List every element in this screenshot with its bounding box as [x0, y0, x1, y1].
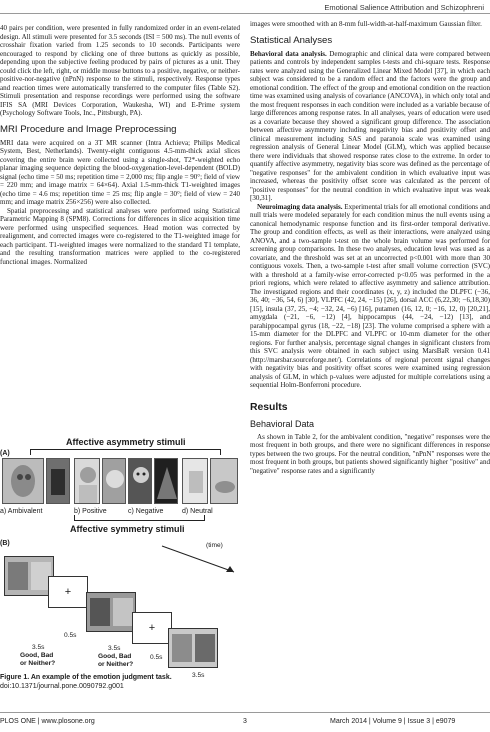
symmetry-bracket	[74, 520, 204, 521]
symmetry-stimuli-title: Affective symmetry stimuli	[70, 524, 185, 534]
behavioral-text: Demographic and clinical data were compared between patients and controls by independent samples t-tests and chi-square tests. Response rates were analyzed using the Generalized Linear Mixed Model [37], in which each subject was considered to be a random effect and the factors were the group and emotional condition. The effect of the group and emotional condition on the reaction time was examined using analysis of covariance (ANCOVA), in which only total and the most frequent responses in each condition were included as a variable because of large differences among response rates. In all analyses, years of education were used as a covariate because they showed a significant group difference. The association between affective asymmetry including negativity bias and positivity offset and clinical measurement including SAS and paranoia scale was examined using regression analysis of General Linear Model (GLM), which was applied because there were individuals that showed response rates close to the extreme. In order to quantify affective asymmetry, negativity bias score was defined as the percentage of "negative responses" for the ambivalent condition in which evaluative input was increased, whereas the positivity offset score was calculated as the percent of "positive responses" for the neutral condition in which evaluative input was weak [30,31].	[250, 49, 490, 202]
stimulus-image-neutral-2	[210, 458, 238, 504]
panel-b-label: (B)	[0, 540, 10, 547]
neuro-text: Experimental trials for all emotional conditions and null trials were modeled separately for each condition minus the null events using a canonical hemodynamic response function and its first-order temporal derivative. The group and condition effects, as well as their interactions, were analyzed using ANOVA, and a two-sample t-test on the whole brain volume was performed for screening group comparisons. In these two analyses, education level was used as a covariate, and the threshold was set at an uncorrected p<0.001 with more than 30 contiguous voxels. Then, a two-sample t-test after small volume correction (SVC) with a threshold at a family-wise error-corrected p<0.05 was performed in the a priori regions, which were related to affective asymmetry and salience attribution. The investigated regions and their coordinates (x, y, z) included the DLPFC (−36, 36, 40; −36, 54, 6) [30], VLPFC (42, 24, −15) [26], dorsal ACC (6,22,30; −6,18,30) [15], insula (37, 25, −4; −32, 24, −6) [16], putamen (16, 12, 0; −16, 12, 0) [20,21], amygdala (−21, −6, −12) [4], hippocampus (44, −24, −12) [13], and parahippocampal gyrus (18, −22, −18) [23]. The volume comprised a sphere with a 15-mm diameter for the DLPFC and VLPFC or 10-mm diameter for the other regions. For further analysis, percentage signal changes in significant clusters from this SVC analysis were obtained in each subject using MarsBaR version 0.41 (http://marsbar.sourceforge.net/). Correlations of regional percent signal changes with negativity bias and positivity offset scores were examined using regression analysis of GLM, in which p-values were adjusted for multiple correlations using a sequential Holm-Bonferroni procedure.	[250, 202, 490, 389]
fixation-cross: +	[148, 622, 156, 634]
stimulus-image-positive-2	[102, 458, 126, 504]
stimulus-image-ambivalent-2	[46, 458, 70, 504]
time-label: (time)	[206, 542, 223, 549]
body-paragraph: 40 pairs per condition, were presented in fully randomized order in an event-related design. All stimuli were presented for 3.5 seconds (ISI = 500 ms). The null events of crosshair fixation varied from 1.25 seconds to 10 seconds. Participants were encouraged to respond by clicking one of three buttons as quickly as possible, depending upon the subjective feeling produced by pairs of pictures as a unit. They could click the left, right, or middle mouse buttons to a positive, negative, or neither-positive-nor-negative (nPnN) response to the stimuli, respectively. Response types and reaction times were automatically transferred to the computer files (Table S2). Stimuli presentation and response recordings were performed using the software IFIS SA (MRI Devices Corporation, Waukesha, WI) and E-Prime system (Psychology Software Tools, Inc., Pittsburgh, PA).	[0, 24, 240, 117]
trial-slide-pictures	[4, 556, 54, 596]
question-line: or Neither?	[98, 661, 134, 668]
bracket-tick	[204, 515, 205, 521]
bracket-tick	[74, 515, 75, 521]
trial-duration: 3.5s	[192, 672, 205, 679]
body-paragraph: Spatial preprocessing and statistical analyses were performed using Statistical Parametric Mapping 8 (SPM8). Corrections for differences in slice acquisition time were performed using unspecified sequences. Head motion was corrected by realignment, and corrected images were co-registered to the T1-weighted image for each participant. T1-weighted images were normalized to the standard T1 template, and the resulting transformation matrices were applied to the co-registered functional images. Normalized	[0, 206, 240, 266]
footer-page-number: 3	[243, 718, 247, 725]
footer-rule	[0, 712, 490, 713]
stimulus-image-negative-1	[128, 458, 152, 504]
section-heading-mri: MRI Procedure and Image Preprocessing	[0, 123, 177, 135]
stimulus-image-neutral-1	[182, 458, 208, 504]
stimulus-caption-negative: c) Negative	[128, 508, 164, 515]
stimulus-caption-neutral: d) Neutral	[182, 508, 213, 515]
fixation-cross: +	[64, 586, 72, 598]
asymmetry-bracket	[30, 449, 220, 450]
bracket-tick	[30, 449, 31, 455]
subsection-heading-behavioral-data: Behavioral Data	[250, 418, 315, 429]
question-line: Good, Bad	[20, 652, 54, 659]
question-line: or Neither?	[20, 660, 56, 667]
stimulus-image-ambivalent-1	[2, 458, 44, 504]
bracket-tick	[220, 449, 221, 455]
isi-label: 0.5s	[150, 654, 163, 661]
figure-1	[0, 436, 240, 686]
running-header: Emotional Salience Attribution and Schizophreni	[324, 3, 484, 12]
isi-label: 0.5s	[64, 632, 77, 639]
section-heading-statistical-analyses: Statistical Analyses	[250, 34, 333, 46]
header-rule	[0, 13, 490, 14]
caption-doi: doi:10.1371/journal.pone.0090792.g001	[0, 682, 124, 690]
time-arrow	[160, 540, 240, 580]
footer-issue: March 2014 | Volume 9 | Issue 3 | e9079	[330, 718, 456, 725]
right-column	[250, 20, 490, 475]
body-paragraph: As shown in Table 2, for the ambivalent condition, "negative" responses were the most frequent in both groups, and there were no significant differences in response types between the two groups. For the neutral condition, "nPnN" responses were the most frequent in both groups, but patients showed significantly higher "positive" and "negative" response rates and a significantly	[250, 432, 490, 475]
section-heading-results: Results	[250, 401, 288, 413]
caption-title: Figure 1. An example of the emotion judgment task.	[0, 674, 172, 681]
trial-slide-fixation	[132, 612, 172, 644]
trial-slide-pictures	[86, 592, 136, 632]
body-paragraph: images were smoothed with an 8-mm full-width-at-half-maximum Gaussian filter.	[250, 20, 482, 28]
asymmetry-stimuli-title: Affective asymmetry stimuli	[66, 437, 186, 447]
stimulus-caption-ambivalent: a) Ambivalent	[0, 508, 43, 515]
trial-slide-fixation	[48, 576, 88, 608]
trial-slide-pictures	[168, 628, 218, 668]
stimulus-image-positive-1	[74, 458, 100, 504]
figure-caption	[0, 674, 240, 691]
neuro-paragraph	[250, 203, 490, 390]
stimulus-image-negative-2	[154, 458, 178, 504]
stimulus-caption-positive: b) Positive	[74, 508, 107, 515]
trial-duration: 3.5s	[108, 645, 121, 652]
run-in-heading: Behavioral data analysis.	[250, 49, 327, 58]
body-paragraph: MRI data were acquired on a 3T MR scanner (Intra Achieva; Philips Medical System, Best, Netherlands). Twenty-eight contiguous 4.5-mm-thick axial slices covering the entire brain were collected using a single-shot, T2*-weighted echo planar imaging sequence depicting the blood-oxygenation-level-dependent (BOLD) signal (echo time = 50 ms; repetition time = 2,000 ms; flip angle = 90°; field of view = 220 mm; and image matrix = 64×64). Axial 1.5-mm-thick T1-weighted images (echo time = 4.6 ms; repetition time = 25 ms; flip angle = 30°; field of view = 240 mm; and image matrix 256×256) were also collected.	[0, 138, 240, 206]
footer-journal: PLOS ONE | www.plosone.org	[0, 718, 95, 725]
question-line: Good, Bad	[98, 653, 132, 660]
behavioral-paragraph	[250, 50, 490, 203]
left-column	[0, 24, 240, 266]
trial-duration: 3.5s	[32, 644, 45, 651]
panel-a-label: (A)	[0, 450, 10, 457]
run-in-heading: Neuroimaging data analysis.	[257, 202, 343, 211]
